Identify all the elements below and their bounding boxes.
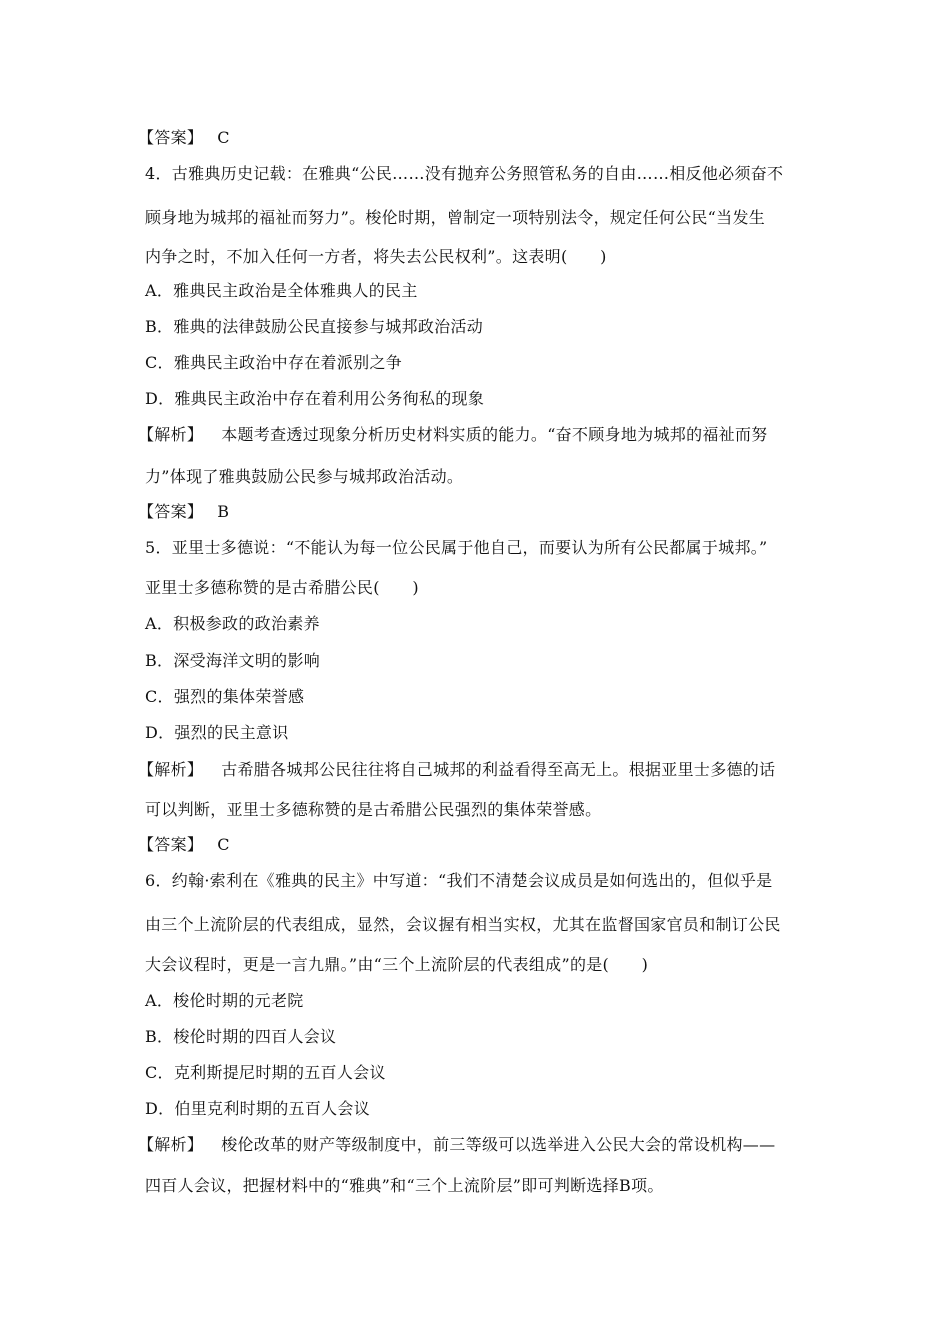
q6-analysis-line-1 [138, 1135, 775, 1155]
answer-label: 【答案】 [138, 128, 204, 147]
q5-option-b: B．深受海洋文明的影响 [145, 651, 321, 670]
analysis-label: 【解析】 [138, 1135, 204, 1154]
q6-stem-line-3: 大会议程时，更是一言九鼎。”由“三个上流阶层的代表组成”的是( ) [145, 955, 649, 974]
q5-answer-line [138, 835, 230, 855]
answer-value: C [217, 128, 230, 147]
q6-option-c: C．克利斯提尼时期的五百人会议 [145, 1063, 386, 1082]
q4-stem-line-3: 内争之时，不加入任何一方者，将失去公民权利”。这表明( ) [145, 247, 607, 266]
answer-value: C [217, 835, 230, 854]
q5-stem-line-2: 亚里士多德称赞的是古希腊公民( ) [145, 578, 419, 597]
analysis-text: 古希腊各城邦公民往往将自己城邦的利益看得至高无上。根据亚里士多德的话 [221, 760, 776, 779]
q6-option-b: B．梭伦时期的四百人会议 [145, 1027, 337, 1046]
answer-label: 【答案】 [138, 502, 204, 521]
q4-answer-line [138, 502, 229, 522]
q4-stem-line-2: 顾身地为城邦的福祉而努力”。梭伦时期，曾制定一项特别法令，规定任何公民“当发生 [145, 208, 766, 227]
q4-analysis-line-2: 力”体现了雅典鼓励公民参与城邦政治活动。 [145, 467, 464, 486]
analysis-label: 【解析】 [138, 760, 204, 779]
q6-stem-line-1: 6．约翰·索利在《雅典的民主》中写道：“我们不清楚会议成员是如何选出的，但似乎是 [145, 871, 773, 890]
q5-option-a: A．积极参政的政治素养 [145, 614, 320, 633]
q6-option-a: A．梭伦时期的元老院 [145, 991, 304, 1010]
q4-option-c: C．雅典民主政治中存在着派别之争 [145, 353, 403, 372]
q5-analysis-line-2: 可以判断，亚里士多德称赞的是古希腊公民强烈的集体荣誉感。 [145, 800, 602, 819]
analysis-label: 【解析】 [138, 425, 204, 444]
analysis-text: 本题考查透过现象分析历史材料实质的能力。“奋不顾身地为城邦的福祉而努 [221, 425, 768, 444]
q6-option-d: D．伯里克利时期的五百人会议 [145, 1099, 371, 1118]
q5-option-c: C．强烈的集体荣誉感 [145, 687, 305, 706]
q5-stem-line-1: 5．亚里士多德说：“不能认为每一位公民属于他自己，而要认为所有公民都属于城邦。” [145, 538, 768, 557]
q4-option-a: A．雅典民主政治是全体雅典人的民主 [145, 281, 418, 300]
q4-stem-line-1: 4．古雅典历史记载：在雅典“公民……没有抛弃公务照管私务的自由……相反他必须奋不 [145, 164, 784, 183]
q6-stem-line-2: 由三个上流阶层的代表组成，显然，会议握有相当实权，尤其在监督国家官员和制订公民 [145, 915, 781, 934]
answer-label: 【答案】 [138, 835, 204, 854]
analysis-text: 梭伦改革的财产等级制度中，前三等级可以选举进入公民大会的常设机构—— [221, 1135, 776, 1154]
q5-option-d: D．强烈的民主意识 [145, 723, 289, 742]
q4-option-d: D．雅典民主政治中存在着利用公务徇私的现象 [145, 389, 485, 408]
q4-analysis-line-1 [138, 425, 768, 445]
answer-value: B [217, 502, 230, 521]
q3-answer-line [138, 128, 230, 148]
q6-analysis-line-2: 四百人会议，把握材料中的“雅典”和“三个上流阶层”即可判断选择B项。 [145, 1176, 664, 1195]
q4-option-b: B．雅典的法律鼓励公民直接参与城邦政治活动 [145, 317, 484, 336]
q5-analysis-line-1 [138, 760, 775, 780]
